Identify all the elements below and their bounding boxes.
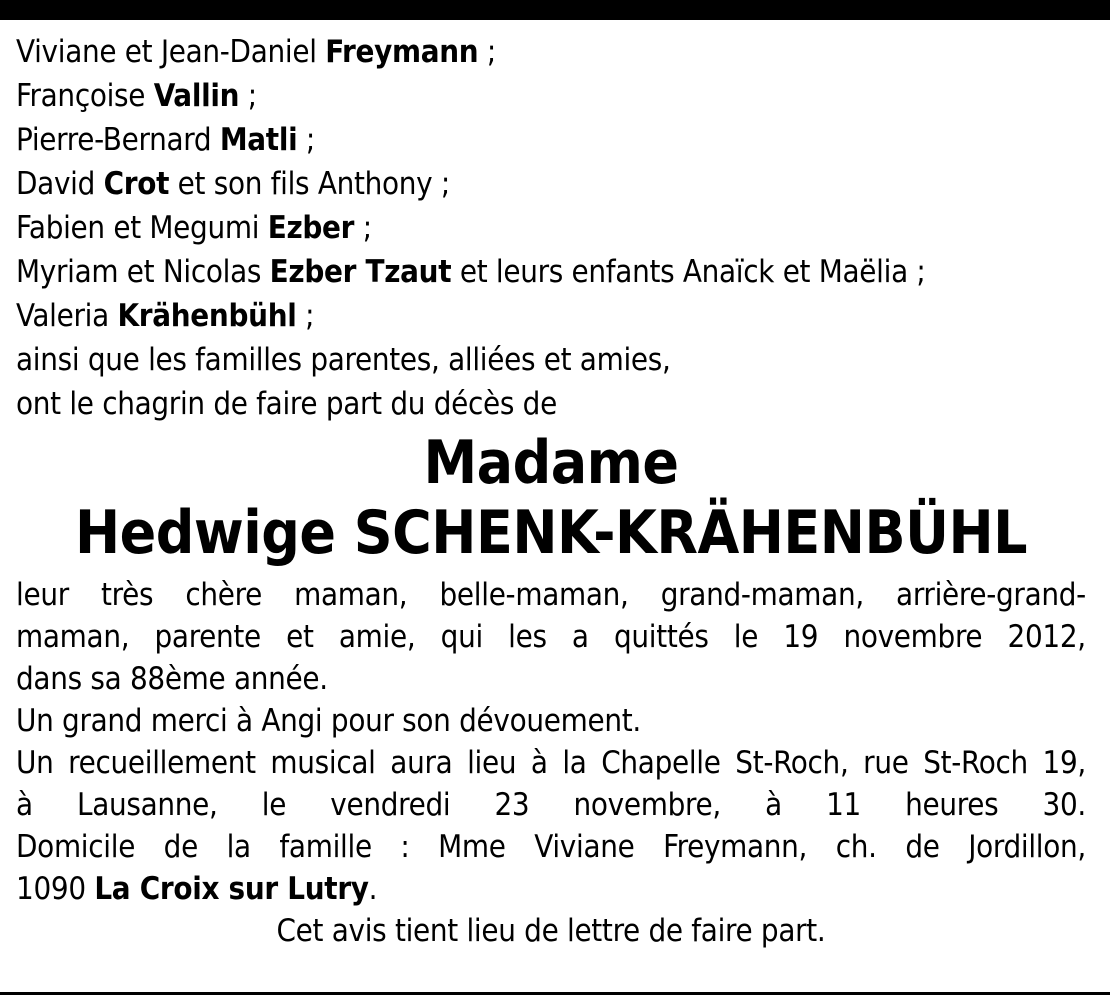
family-list [16,30,1086,426]
intro-line: ainsi que les familles parentes, alliées et amies, [16,342,671,378]
deceased-name-block [16,428,1086,568]
family-line: Françoise Vallin ; [16,78,257,114]
word: Viviane [534,829,635,865]
tribute-line: dans sa 88ème année. [16,661,328,697]
obituary-notice [16,30,1086,952]
word: à [765,787,782,823]
word: Mme [438,829,506,865]
deceased-name: Hedwige SCHENK-KRÄHENBÜHL [74,498,1028,568]
word: Un [16,745,54,781]
ceremony-line [16,742,1086,784]
family-line: Myriam et Nicolas Ezber Tzaut et leurs enfants Anaïck et Maëlia ; [16,254,926,290]
word: a [571,619,589,655]
word: 30. [1042,787,1086,823]
word: de [905,829,940,865]
word: le [733,619,759,655]
word: à [16,787,33,823]
top-rule [0,0,1110,20]
word: novembre, [573,787,721,823]
word: à [530,745,548,781]
ceremony-line [16,784,1086,826]
word: le [261,787,287,823]
word: Chapelle [601,745,721,781]
word: lieu [467,745,517,781]
domicile-line [16,826,1086,868]
intro-line: ont le chagrin de faire part du décès de [16,386,557,422]
word: aura [390,745,453,781]
word: la [562,745,587,781]
word: St-Roch, [735,745,849,781]
word: recueillement [68,745,256,781]
family-line: Pierre-Bernard Matli ; [16,122,315,158]
word: de [163,829,198,865]
address-line: 1090 La Croix sur Lutry. [16,871,378,907]
word: les [508,619,547,655]
family-line: Valeria Krähenbühl ; [16,298,315,334]
word: maman, [16,619,130,655]
word: 2012, [1007,619,1086,655]
word: 19, [1042,745,1086,781]
word: famille [279,829,372,865]
word: et [286,619,314,655]
word: 11 [826,787,861,823]
word: la [226,829,251,865]
word: rue [863,745,909,781]
word: chère [185,577,262,613]
word: Lausanne, [76,787,218,823]
word: Domicile [16,829,136,865]
deceased-title: Madame [423,428,679,498]
word: quittés [613,619,709,655]
bottom-rule [0,992,1110,995]
word: musical [270,745,376,781]
notice-body [16,574,1086,910]
tribute-line [16,616,1086,658]
word: grand-maman, [660,577,864,613]
word: ch. [835,829,877,865]
word: arrière-grand- [896,577,1086,613]
word: vendredi [330,787,451,823]
word: belle-maman, [439,577,629,613]
word: : [400,829,410,865]
tribute-line [16,574,1086,616]
family-line: Viviane et Jean-Daniel Freymann ; [16,34,497,70]
word: heures [905,787,999,823]
family-line: David Crot et son fils Anthony ; [16,166,451,202]
word: leur [16,577,69,613]
word: novembre [843,619,983,655]
closing-line: Cet avis tient lieu de lettre de faire part. [276,913,826,949]
thanks-line: Un grand merci à Angi pour son dévouement. [16,703,641,739]
word: 19 [783,619,819,655]
family-line: Fabien et Megumi Ezber ; [16,210,372,246]
word: parente [154,619,261,655]
word: qui [440,619,483,655]
word: maman, [294,577,408,613]
word: très [101,577,154,613]
word: amie, [338,619,416,655]
word: St-Roch [923,745,1028,781]
word: Jordillon, [968,829,1086,865]
word: 23 [494,787,530,823]
word: Freymann, [663,829,808,865]
